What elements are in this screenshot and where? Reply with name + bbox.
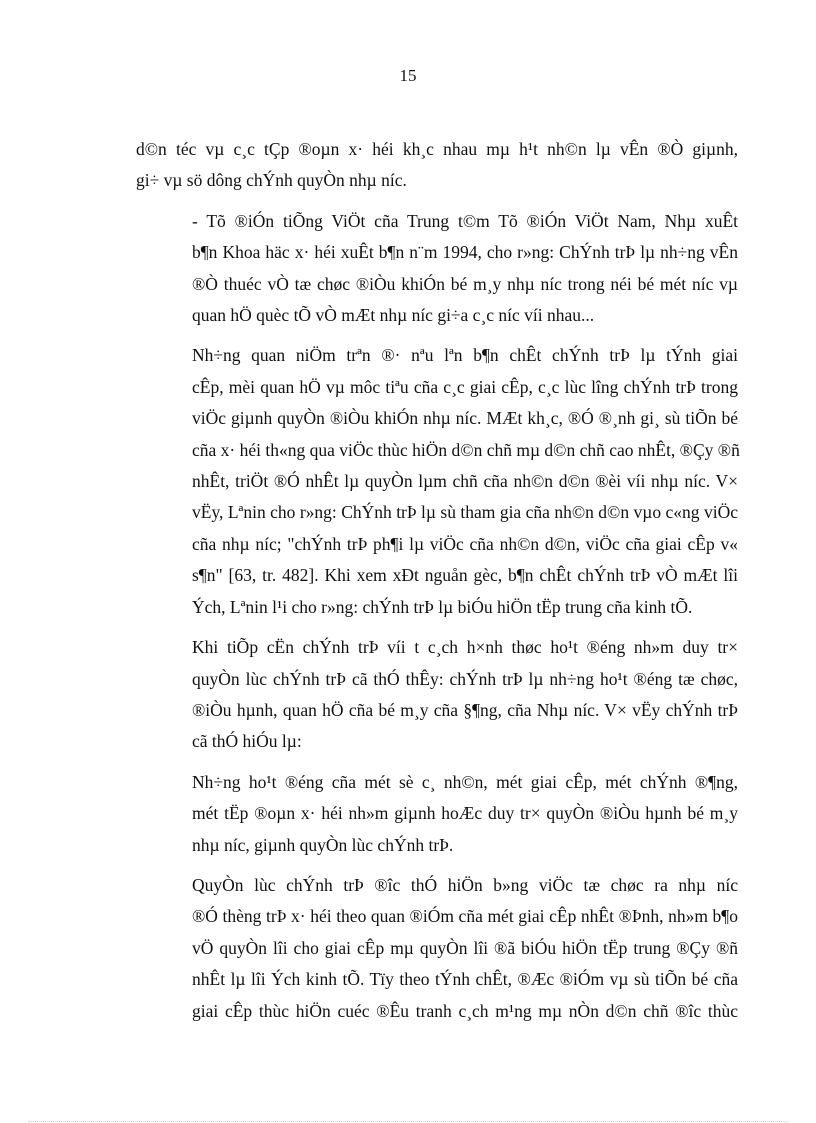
page-bottom-divider (28, 1121, 788, 1122)
text-line: QuyÒn lùc chÝnh trÞ ®îc thÓ hiÖn b»ng viÖc tæ chøc ra nhµ níc (192, 874, 738, 895)
text-line: d©n téc vµ c¸c tÇp ®oµn x· héi kh¸c nhau mµ h¹t nh©n lµ vÊn ®Ò giµnh, (136, 139, 738, 159)
text-line: gi÷ vµ sö dông chÝnh quyÒn nhµ níc. (136, 170, 407, 191)
text-line: b¶n Khoa häc x· héi xuÊt b¶n n¨m 1994, cho r»ng: ChÝnh trÞ lµ nh÷ng vÊn (192, 242, 738, 263)
text-line: viÖc giµnh quyÒn ®iÒu khiÓn nhµ níc. MÆt kh¸c, ®Ó ®¸nh gi¸ sù tiÕn bé (192, 408, 738, 429)
paragraph (136, 206, 738, 332)
text-line: quyÒn lùc chÝnh trÞ cã thÓ thÊy: chÝnh trÞ lµ nh÷ng ho¹t ®éng tæ chøc, (192, 668, 738, 689)
text-line: nhµ níc, giµnh quyÒn lùc chÝnh trÞ. (192, 834, 454, 855)
paragraph (136, 632, 738, 758)
text-line: cã thÓ hiÓu lµ: (192, 731, 302, 752)
text-line: nhÊt lµ lîi Ých kinh tÕ. Tïy theo tÝnh chÊt, ®Æc ®iÓm vµ sù tiÕn bé cña (192, 969, 738, 990)
body-text (136, 134, 738, 1036)
text-line: ®iÒu hµnh, quan hÖ cña bé m¸y cña §¶ng, cña Nhµ níc. V× vËy chÝnh trÞ (192, 699, 738, 720)
paragraph (136, 870, 738, 1027)
text-line: vËy, Lªnin cho r»ng: ChÝnh trÞ lµ sù tham gia cña nh©n d©n vµo c«ng viÖc (192, 502, 738, 523)
paragraph (136, 767, 738, 861)
text-line: Nh÷ng ho¹t ®éng cña mét sè c¸ nh©n, mét giai cÊp, mét chÝnh ®¶ng, (192, 771, 738, 792)
text-line: s¶n" [63, tr. 482]. Khi xem xÐt nguån gèc, b¶n chÊt chÝnh trÞ vÒ mÆt lîi (192, 565, 738, 586)
text-line: nhÊt, triÖt ®Ó nhÊt lµ quyÒn lµm chñ cña nh©n d©n ®èi víi nhµ níc. V× (192, 471, 738, 492)
text-line: ®Ò thuéc vÒ tæ chøc ®iÒu khiÓn bé m¸y nhµ níc trong néi bé mét níc vµ (192, 273, 738, 294)
text-line: giai cÊp thùc hiÖn cuéc ®Êu tranh c¸ch m¹ng mµ nÒn d©n chñ ®îc thùc (192, 1000, 738, 1021)
text-line: ®Ó thèng trÞ x· héi theo quan ®iÓm cña mét giai cÊp nhÊt ®Þnh, nh»m b¶o (192, 906, 738, 927)
text-line: cÊp, mèi quan hÖ vµ môc tiªu cña c¸c giai cÊp, c¸c lùc lîng chÝnh trÞ trong (192, 376, 738, 397)
text-line: cña x· héi th«ng qua viÖc thùc hiÖn d©n chñ mµ d©n chñ cao nhÊt, ®Çy ®ñ (192, 439, 740, 460)
paragraph (136, 134, 738, 197)
text-line: Ých, Lªnin l¹i cho r»ng: chÝnh trÞ lµ biÓu hiÖn tËp trung cña kinh tÕ. (192, 596, 693, 617)
text-line: - Tõ ®iÓn tiÕng ViÖt cña Trung t©m Tõ ®iÓn ViÖt Nam, Nhµ xuÊt (192, 210, 738, 231)
paragraph (136, 340, 738, 623)
text-line: vÖ quyÒn lîi cho giai cÊp mµ quyÒn lîi ®ã biÓu hiÖn tËp trung ®Çy ®ñ (192, 937, 738, 958)
text-line: mét tËp ®oµn x· héi nh»m giµnh hoÆc duy tr× quyÒn ®iÒu hµnh bé m¸y (192, 803, 738, 824)
text-line: quan hÖ quèc tÕ vÒ mÆt nhµ níc gi÷a c¸c níc víi nhau... (192, 305, 595, 326)
text-line: Nh÷ng quan niÖm trªn ®· nªu lªn b¶n chÊt chÝnh trÞ lµ tÝnh giai (192, 345, 738, 366)
text-line: cña nhµ níc; "chÝnh trÞ ph¶i lµ viÖc cña nh©n d©n, viÖc cña giai cÊp v« (192, 533, 738, 554)
text-line: Khi tiÕp cËn chÝnh trÞ víi t c¸ch h×nh thøc ho¹t ®éng nh»m duy tr× (192, 637, 738, 658)
page-number: 15 (399, 66, 417, 85)
